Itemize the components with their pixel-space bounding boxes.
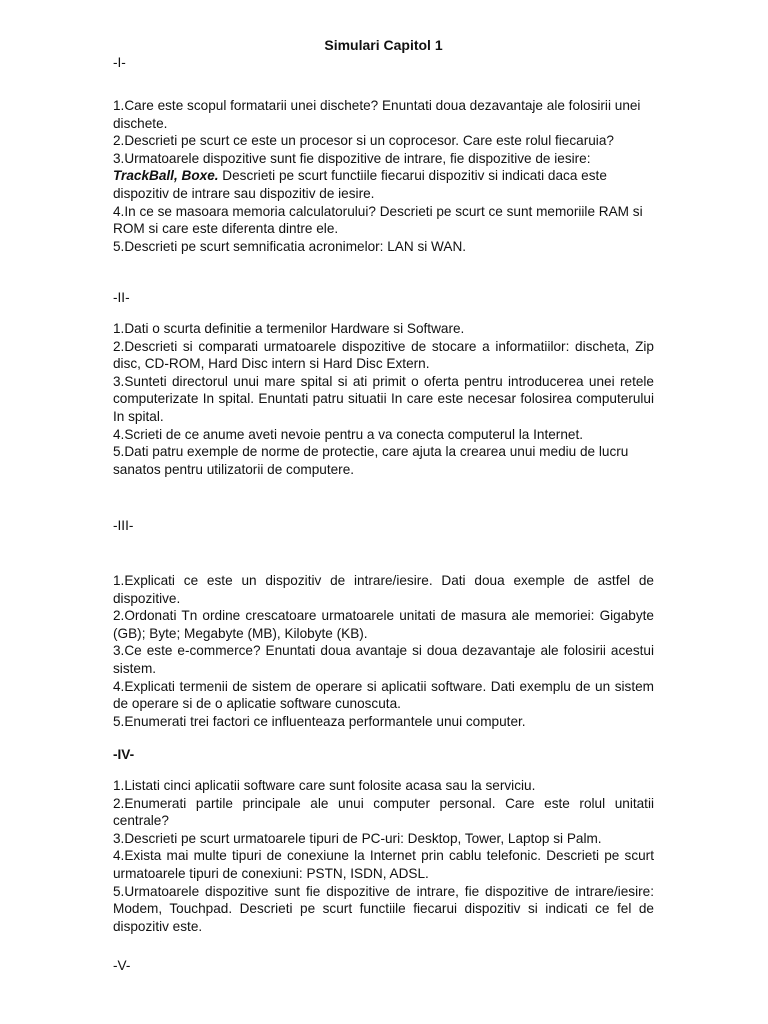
question-1-3 [113,150,654,203]
question-2-5-continued: sanatos pentru utilizatorii de computere. [113,461,355,477]
question-3-3: 3.Ce este e-commerce? Enuntati doua avantaje si doua dezavantaje ale folosirii acestui sistem. [113,643,654,676]
section-heading-1: -I- [113,55,126,70]
question-3-1: 1.Explicati ce este un dispozitiv de intrare/iesire. Dati doua exemple de astfel de dispozitive. [113,573,654,606]
question-2-4: 4.Scrieti de ce anume aveti nevoie pentru a va conecta computerul la Internet. [113,426,584,442]
question-2-1: 1.Dati o scurta definitie a termenilor Hardware si Software. [113,321,465,336]
section-2-questions [113,320,654,478]
question-1-5: 5.Descrieti pe scurt semnificatia acronimelor: LAN si WAN. [113,238,467,254]
document-title: Simulari Capitol 1 [324,37,443,53]
question-4-5: 5.Urmatoarele dispozitive sunt fie dispozitive de intrare, fie dispozitive de intrare/iesire: Modem, Touchpad. Descrieti pe scurt functiile fiecarui dispozitiv si indicati ce fel de dispozitiv este. [113,883,654,934]
question-4-3: 3.Descrieti pe scurt urmatoarele tipuri de PC-uri: Desktop, Tower, Laptop si Palm. [113,830,602,846]
question-1-3-lead: 3.Urmatoarele dispozitive sunt fie dispozitive de intrare, fie dispozitive de iesire: [113,150,591,166]
question-1-4: 4.In ce se masoara memoria calculatorului? Descrieti pe scurt ce sunt memoriile RAM si ROM si care este diferenta dintre ele. [113,203,643,237]
section-heading-3: -III- [113,518,134,533]
question-3-4: 4.Explicati termenii de sistem de operare si aplicatii software. Dati exemplu de un sistem de operare si de o aplicatie software cunoscuta. [113,678,654,712]
section-heading-2: -II- [113,290,130,305]
question-3-2: 2.Ordonati Tn ordine crescatoare urmatoarele unitati de masura ale memoriei: Gigabyte (GB); Byte; Megabyte (MB), Kilobyte (KB). [113,608,654,641]
question-3-5: 5.Enumerati trei factori ce influenteaza performantele unui computer. [113,713,526,729]
question-1-2: 2.Descrieti pe scurt ce este un procesor si un coprocesor. Care este rolul fiecaruia? [113,133,614,149]
section-4-questions [113,777,654,935]
section-1-questions [113,97,654,255]
question-4-2: 2.Enumerati partile principale ale unui computer personal. Care este rolul unitatii centrale? [113,795,654,829]
question-4-1: 1.Listati cinci aplicatii software care sunt folosite acasa sau la serviciu. [113,778,536,793]
question-2-3: 3.Sunteti directorul unui mare spital si ati primit o oferta pentru introducerea unei retele computerizate In spital. Enuntati patru situatii In care este necesar folosirea computerului In spital. [113,373,654,424]
section-heading-4: -IV- [113,747,135,762]
question-1-3-devices: TrackBall, Boxe. [113,168,219,184]
section-heading-5: -V- [113,958,131,973]
question-2-5: 5.Dati patru exemple de norme de protectie, care ajuta la crearea unui mediu de lucru [113,444,629,460]
question-1-3-rest: Descrieti pe scurt functiile fiecarui dispozitiv si indicati daca este dispozitiv de intrare sau dispozitiv de iesire. [113,168,607,201]
question-2-2: 2.Descrieti si comparati urmatoarele dispozitive de stocare a informatiilor: discheta, Zip disc, CD-ROM, Hard Disc intern si Hard Disc Extern. [113,338,654,372]
question-4-4: 4.Exista mai multe tipuri de conexiune la Internet prin cablu telefonic. Descrieti pe scurt urmatoarele tipuri de conexiuni: PSTN, ISDN, ADSL. [113,848,654,881]
question-1-1: 1.Care este scopul formatarii unei dischete? Enuntati doua dezavantaje ale folosirii unei dischete. [113,98,641,131]
section-3-questions [113,572,654,730]
